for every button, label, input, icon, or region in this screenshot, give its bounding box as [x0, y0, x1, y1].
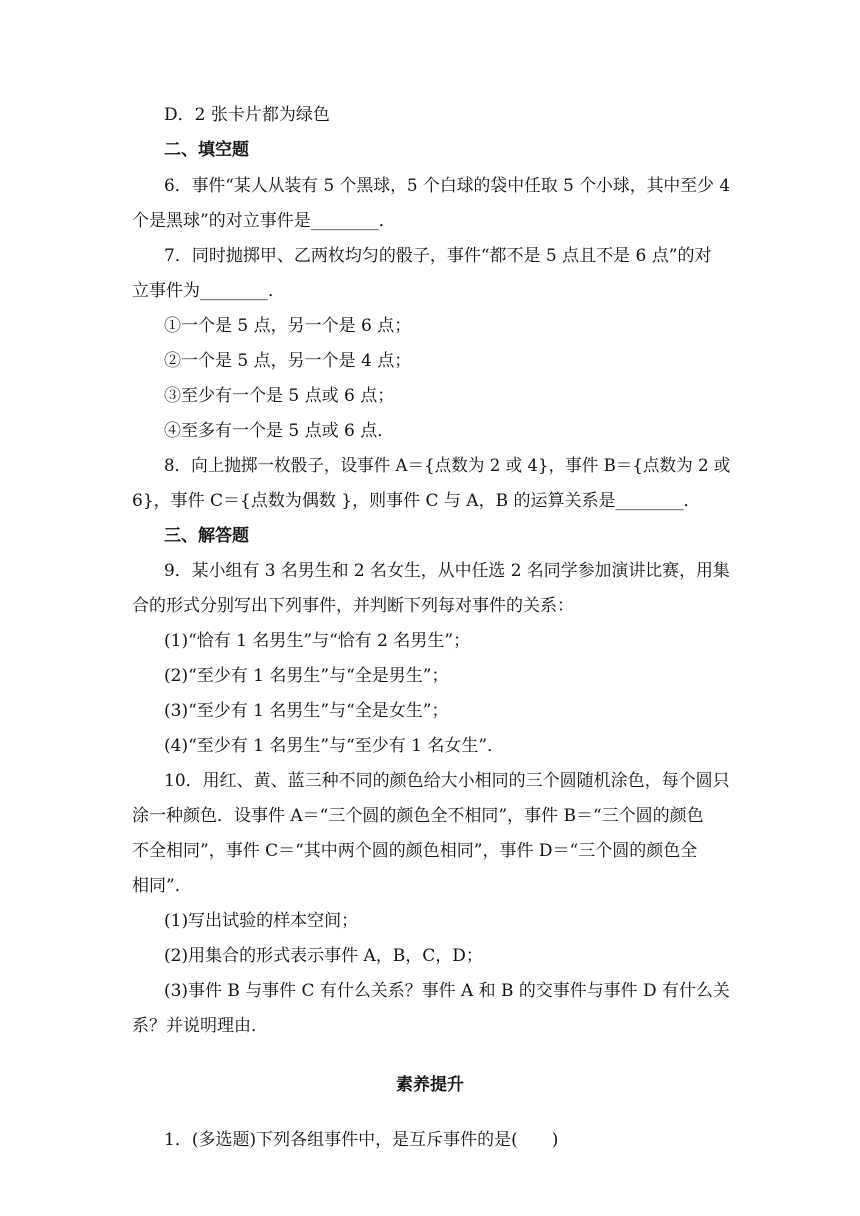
section-answer: 三、解答题: [164, 526, 249, 546]
q9-part4: (4)“至少有 1 名男生”与“至少有 1 名女生”．: [164, 736, 505, 756]
q7-option4: ④至多有一个是 5 点或 6 点．: [164, 421, 395, 441]
q10-line4: 相同”．: [132, 876, 192, 896]
q6-line1: 6．事件“某人从装有 5 个黑球，5 个白球的袋中任取 5 个小球，其中至少 4: [164, 176, 731, 196]
q9-part2: (2)“至少有 1 名男生”与“全是男生”；: [164, 666, 449, 686]
q6-line2: 个是黑球”的对立事件是________．: [132, 211, 396, 231]
improvement-q1: 1．(多选题)下列各组事件中，是互斥事件的是( ): [164, 1130, 559, 1150]
q10-part1: (1)写出试验的样本空间；: [164, 911, 359, 931]
q8-line2: 6}，事件 C＝{点数为偶数 }，则事件 C 与 A，B 的运算关系是________．: [132, 491, 701, 511]
q10-line2: 涂一种颜色．设事件 A＝“三个圆的颜色全不相同”，事件 B＝“三个圆的颜色: [132, 806, 704, 826]
q10-part2: (2)用集合的形式表示事件 A，B，C，D；: [164, 946, 483, 966]
q10-line3: 不全相同”，事件 C＝“其中两个圆的颜色相同”，事件 D＝“三个圆的颜色全: [132, 841, 698, 861]
q7-option3: ③至少有一个是 5 点或 6 点；: [164, 386, 395, 406]
q8-line1: 8．向上抛掷一枚骰子，设事件 A＝{点数为 2 或 4}，事件 B＝{点数为 2 或: [164, 456, 731, 476]
q9-part1: (1)“恰有 1 名男生”与“恰有 2 名男生”；: [164, 631, 471, 651]
option-d: D．2 张卡片都为绿色: [164, 105, 330, 125]
section-fill-in: 二、填空题: [164, 140, 249, 160]
q7-option2: ②一个是 5 点，另一个是 4 点；: [164, 351, 412, 371]
q7-option1: ①一个是 5 点，另一个是 6 点；: [164, 316, 412, 336]
q7-line2: 立事件为________．: [132, 281, 285, 301]
q10-part3-line1: (3)事件 B 与事件 C 有什么关系？事件 A 和 B 的交事件与事件 D 有什么关: [164, 981, 730, 1001]
q10-line1: 10．用红、黄、蓝三种不同的颜色给大小相同的三个圆随机涂色，每个圆只: [164, 771, 730, 791]
q9-line1: 9．某小组有 3 名男生和 2 名女生，从中任选 2 名同学参加演讲比赛，用集: [164, 561, 730, 581]
q7-line1: 7．同时抛掷甲、乙两枚均匀的骰子，事件“都不是 5 点且不是 6 点”的对: [164, 246, 712, 266]
section-title-improvement: 素养提升: [396, 1075, 464, 1095]
q9-line2: 合的形式分别写出下列事件，并判断下列每对事件的关系：: [132, 596, 574, 616]
q9-part3: (3)“至少有 1 名男生”与“全是女生”；: [164, 701, 449, 721]
q10-part3-line2: 系？并说明理由．: [132, 1016, 268, 1036]
